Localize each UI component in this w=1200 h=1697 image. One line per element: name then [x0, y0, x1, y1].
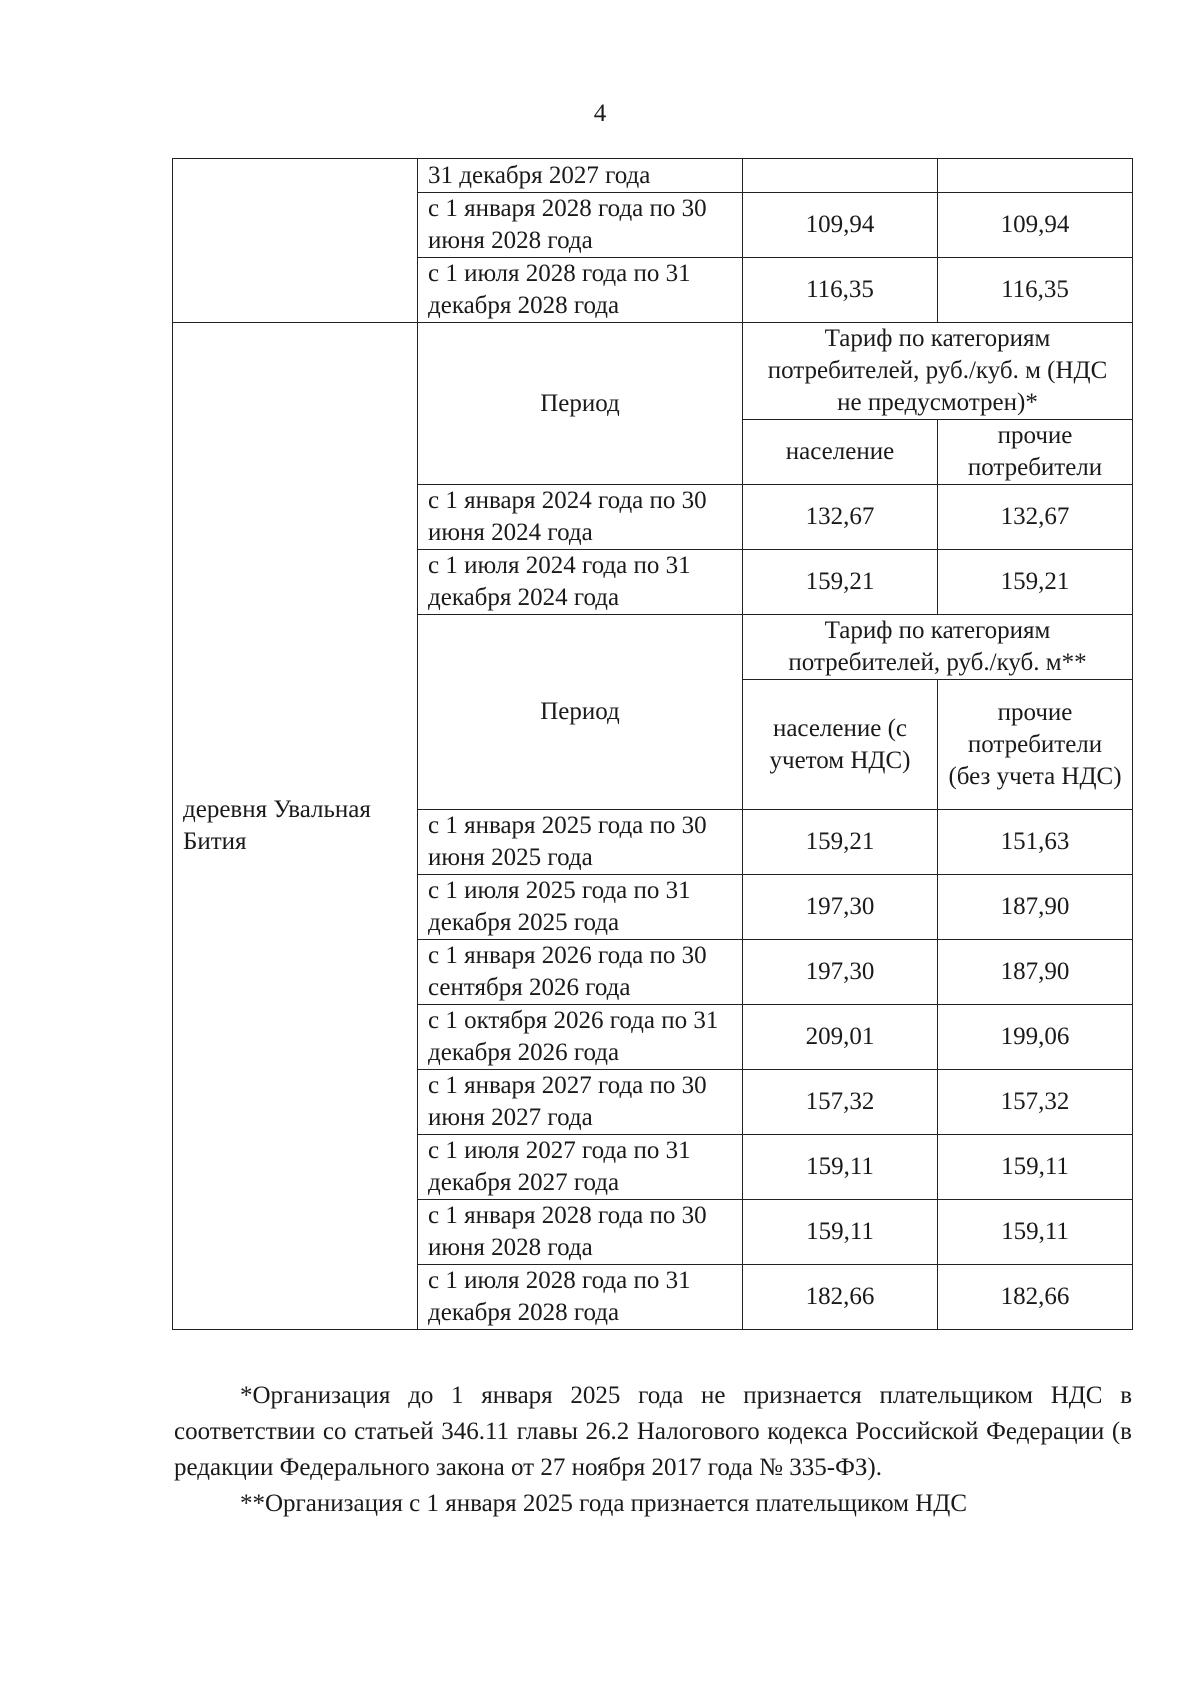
population-value — [743, 159, 938, 193]
tariff-table — [172, 158, 1133, 1330]
other-value: 187,90 — [938, 875, 1133, 940]
footnote-vat-before-2025: *Организация до 1 января 2025 года не признается плательщиком НДС в соответствии со статьей 346.11 главы 26.2 Налогового кодекса Российской Федерации (в редакции Федерального закона от 27 ноября 2017 года № 335-ФЗ). — [174, 1382, 1132, 1481]
footnotes — [174, 1378, 1132, 1522]
other-value: 159,11 — [938, 1135, 1133, 1200]
other-value: 159,21 — [938, 550, 1133, 615]
tariff-header: Тариф по категориям потребителей, руб./куб. м** — [743, 615, 1133, 680]
other-value: 199,06 — [938, 1005, 1133, 1070]
period-cell: с 1 июля 2025 года по 31 декабря 2025 года — [418, 875, 743, 940]
population-header: население (с учетом НДС) — [743, 680, 938, 810]
other-value: 182,66 — [938, 1265, 1133, 1330]
period-cell: 31 декабря 2027 года — [418, 159, 743, 193]
period-cell: с 1 июля 2027 года по 31 декабря 2027 года — [418, 1135, 743, 1200]
page-number: 4 — [593, 100, 607, 127]
population-value: 157,32 — [743, 1070, 938, 1135]
other-value: 187,90 — [938, 940, 1133, 1005]
population-value: 159,21 — [743, 810, 938, 875]
other-value: 132,67 — [938, 485, 1133, 550]
block1-header-row — [173, 323, 1133, 420]
population-value: 159,11 — [743, 1200, 938, 1265]
period-cell: с 1 января 2028 года по 30 июня 2028 года — [418, 193, 743, 258]
other-value: 157,32 — [938, 1070, 1133, 1135]
population-value: 197,30 — [743, 875, 938, 940]
other-value: 116,35 — [938, 258, 1133, 323]
period-cell: с 1 января 2024 года по 30 июня 2024 года — [418, 485, 743, 550]
population-value: 209,01 — [743, 1005, 938, 1070]
other-value: 159,11 — [938, 1200, 1133, 1265]
population-header: население — [743, 420, 938, 485]
period-cell: с 1 июля 2028 года по 31 декабря 2028 года — [418, 1265, 743, 1330]
tariff-header: Тариф по категориям потребителей, руб./куб. м (НДС не предусмотрен)* — [743, 323, 1133, 420]
population-value: 197,30 — [743, 940, 938, 1005]
period-cell: с 1 октября 2026 года по 31 декабря 2026 года — [418, 1005, 743, 1070]
population-value: 159,21 — [743, 550, 938, 615]
period-cell: с 1 января 2028 года по 30 июня 2028 года — [418, 1200, 743, 1265]
population-value: 159,11 — [743, 1135, 938, 1200]
other-value — [938, 159, 1133, 193]
population-value: 109,94 — [743, 193, 938, 258]
population-value: 116,35 — [743, 258, 938, 323]
population-value: 132,67 — [743, 485, 938, 550]
previous-settlement-cell — [173, 159, 418, 323]
population-value: 182,66 — [743, 1265, 938, 1330]
period-header: Период — [418, 323, 743, 485]
period-cell: с 1 июля 2024 года по 31 декабря 2024 года — [418, 550, 743, 615]
period-cell: с 1 июля 2028 года по 31 декабря 2028 года — [418, 258, 743, 323]
period-header: Период — [418, 615, 743, 810]
period-cell: с 1 января 2026 года по 30 сентября 2026 года — [418, 940, 743, 1005]
settlement-name: деревня Увальная Бития — [173, 323, 418, 1330]
period-cell: с 1 января 2027 года по 30 июня 2027 года — [418, 1070, 743, 1135]
other-consumers-header: прочие потребители (без учета НДС) — [938, 680, 1133, 810]
table-row — [173, 159, 1133, 193]
footnote-vat-from-2025: **Организация с 1 января 2025 года признается плательщиком НДС — [240, 1490, 968, 1517]
period-cell: с 1 января 2025 года по 30 июня 2025 года — [418, 810, 743, 875]
other-value: 151,63 — [938, 810, 1133, 875]
other-consumers-header: прочие потребители — [938, 420, 1133, 485]
other-value: 109,94 — [938, 193, 1133, 258]
